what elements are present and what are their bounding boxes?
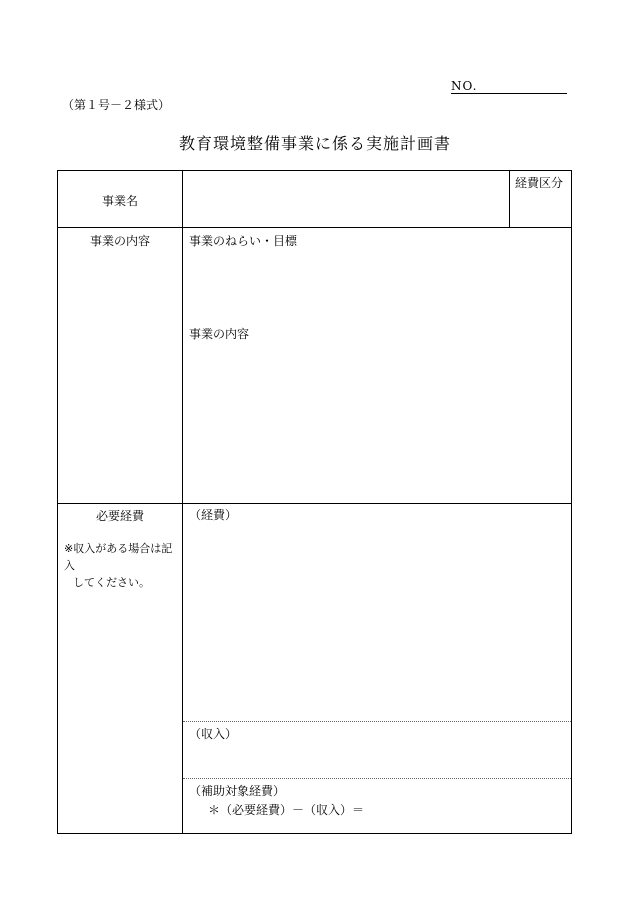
expense-field[interactable] xyxy=(184,523,569,719)
form-number-field[interactable] xyxy=(451,93,567,94)
aim-field[interactable] xyxy=(184,249,569,319)
content-label: 事業の内容 xyxy=(89,234,150,248)
income-subsidy-divider xyxy=(183,778,571,779)
expense-income-divider xyxy=(183,721,571,722)
row-divider-1 xyxy=(58,227,571,228)
form-style-id: （第１号－２様式） xyxy=(62,98,171,112)
expense-label: （経費） xyxy=(189,508,238,522)
income-note-line-2: してください。 xyxy=(73,576,150,589)
subsidy-formula: ＊（必要経費）－（収入）＝ xyxy=(208,803,365,817)
page-title: 教育環境整備事業に係る実施計画書 xyxy=(178,134,451,153)
project-name-field[interactable] xyxy=(184,173,507,225)
income-note-line-1: ※収入がある場合は記入 xyxy=(64,542,173,572)
expense-category-label: 経費区分 xyxy=(515,176,564,190)
project-name-label: 事業名 xyxy=(101,194,138,208)
aim-label: 事業のねらい・目標 xyxy=(189,234,298,248)
label-column-divider xyxy=(182,171,183,833)
subsidy-label: （補助対象経費） xyxy=(189,784,286,798)
income-field[interactable] xyxy=(184,742,569,776)
detail-label: 事業の内容 xyxy=(189,327,250,341)
income-label: （収入） xyxy=(189,727,238,741)
form-number-label: NO. xyxy=(451,79,478,93)
required-cost-label: 必要経費 xyxy=(95,509,144,523)
income-note xyxy=(64,540,182,591)
plan-table xyxy=(57,170,572,834)
subsidy-amount-field[interactable] xyxy=(376,799,569,831)
row-divider-2 xyxy=(58,503,571,504)
detail-field[interactable] xyxy=(184,343,569,501)
expense-category-field[interactable] xyxy=(511,191,569,225)
category-column-divider xyxy=(509,171,510,227)
